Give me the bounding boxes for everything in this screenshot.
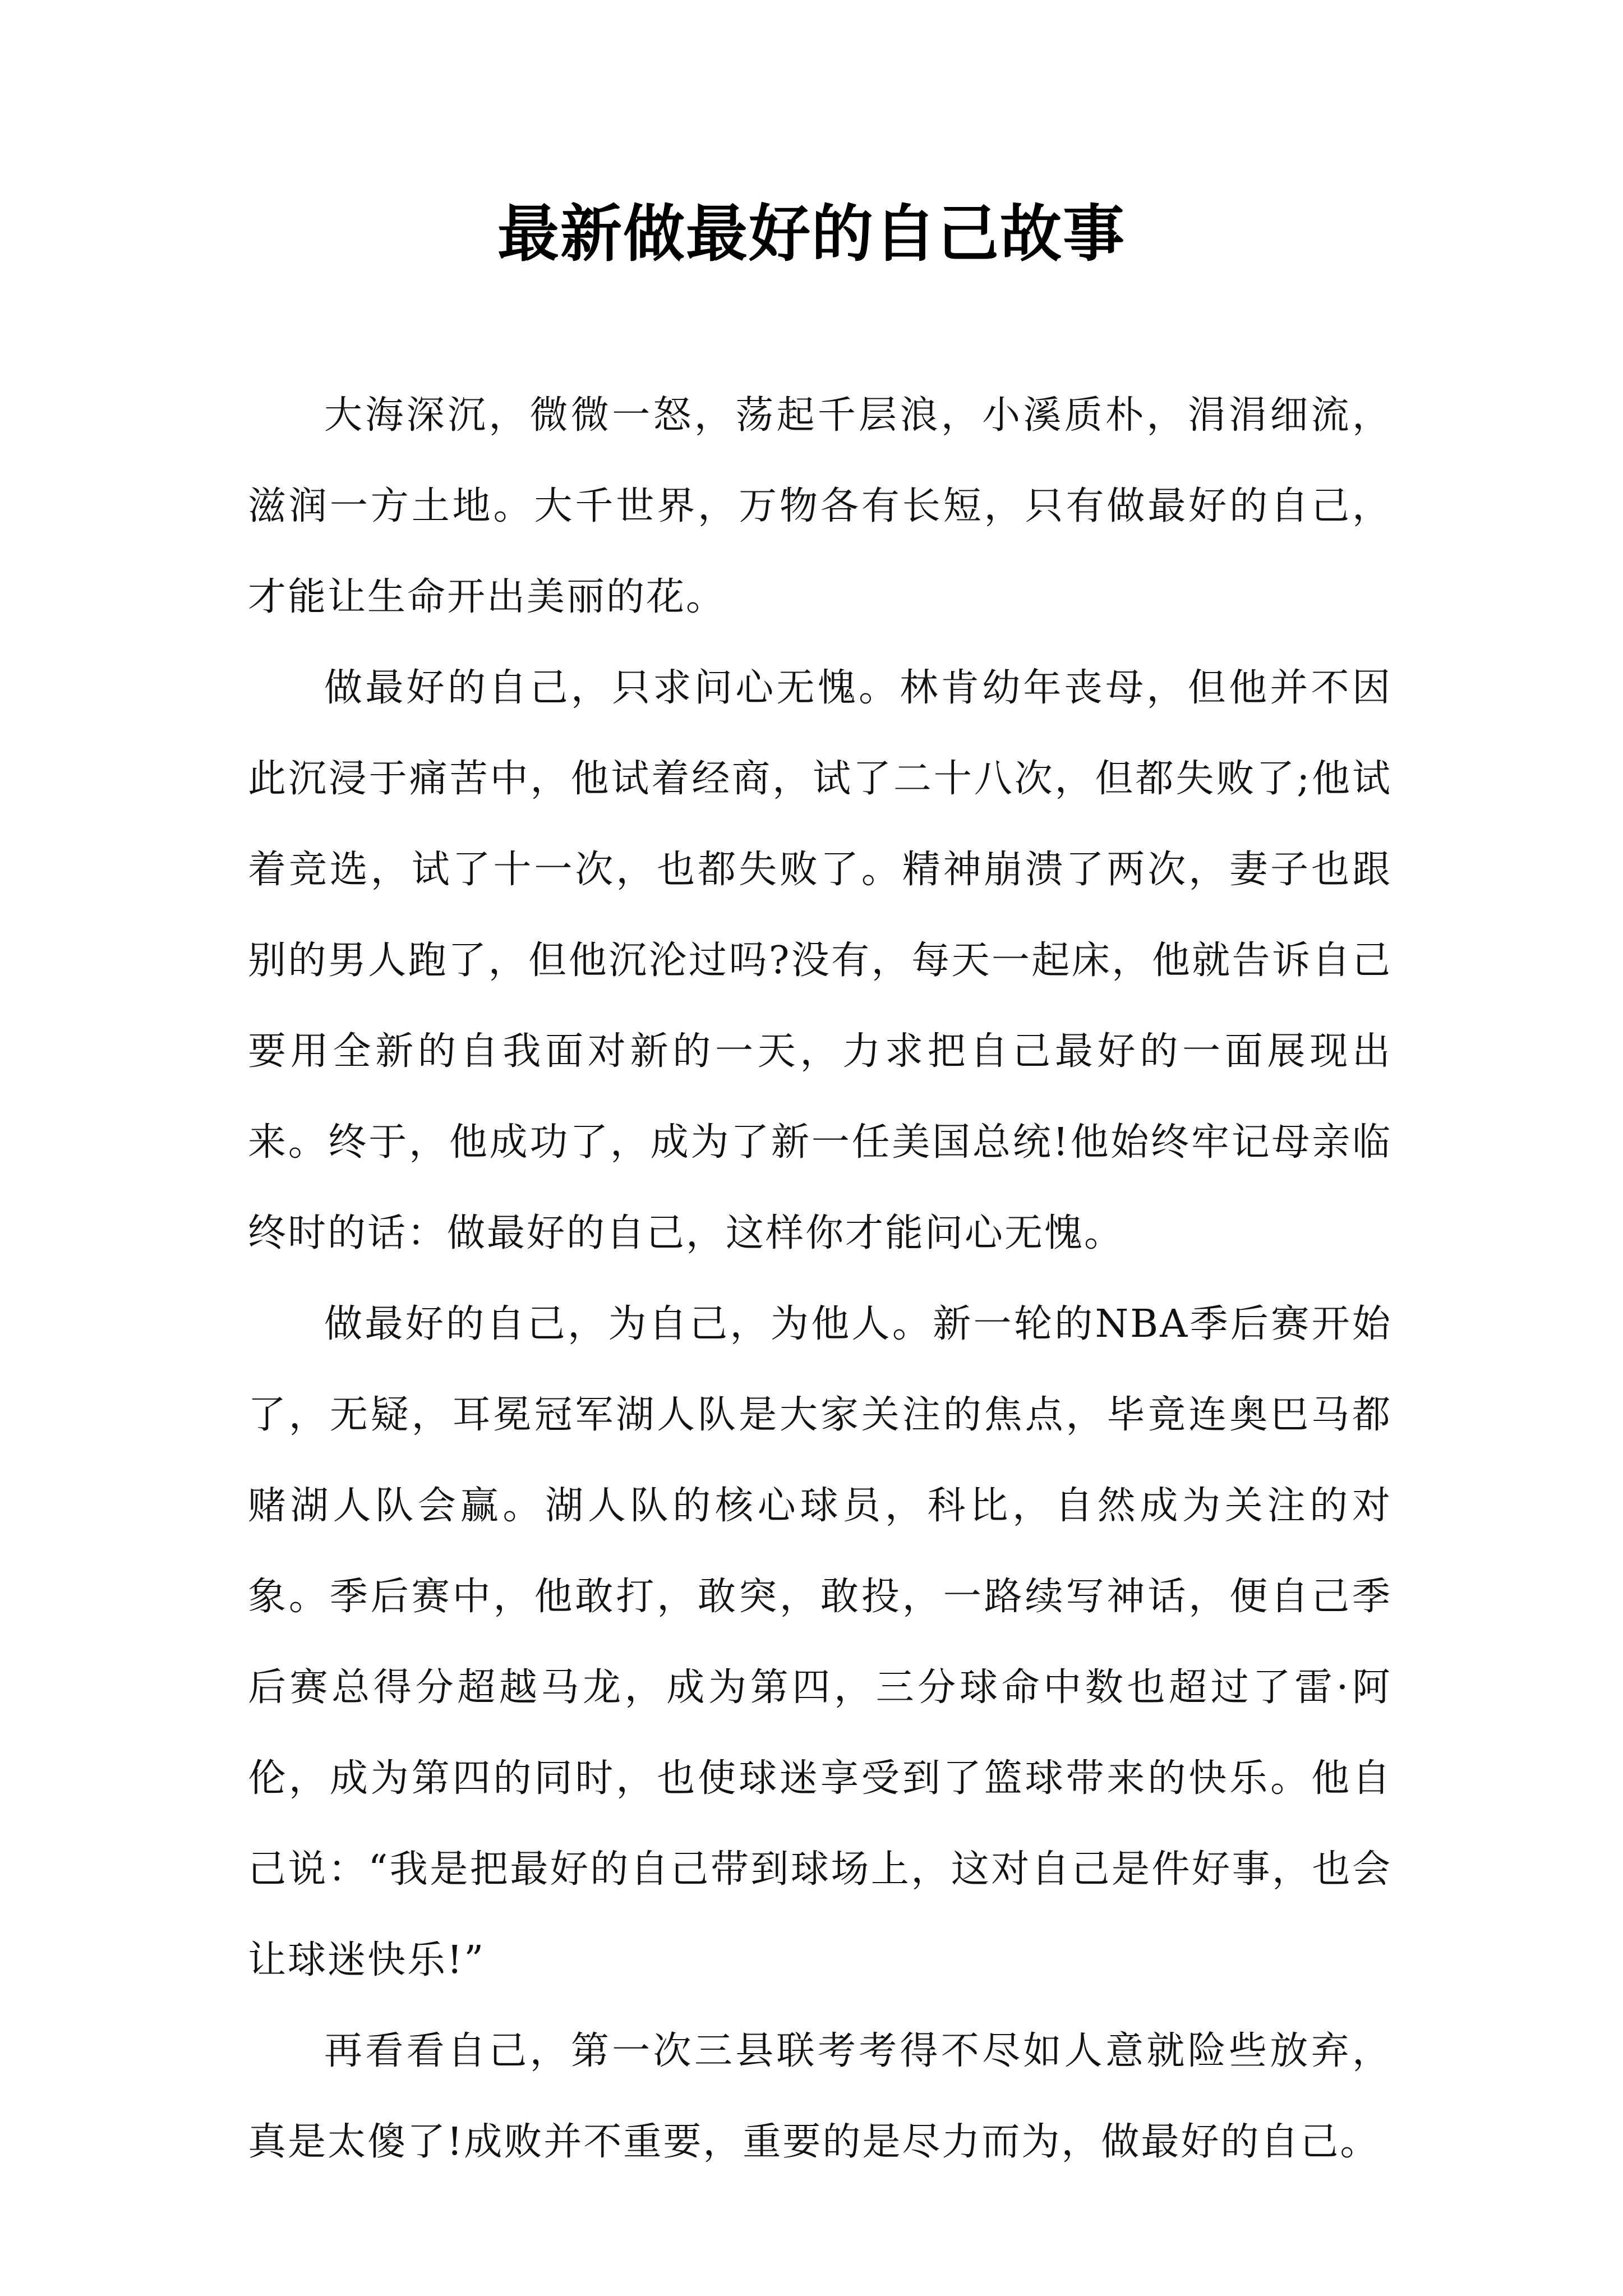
document-body	[248, 370, 1392, 2188]
paragraph-4: 再看看自己，第一次三县联考考得不尽如人意就险些放弃，真是太傻了!成败并不重要，重要的是尽力而为，做最好的自己。	[248, 2029, 1392, 2164]
paragraph-2: 做最好的自己，只求问心无愧。林肯幼年丧母，但他并不因此沉浸于痛苦中，他试着经商，试了二十八次，但都失败了;他试着竞选，试了十一次，也都失败了。精神崩溃了两次，妻子也跟别的男人跑了，但他沉沦过吗?没有，每天一起床，他就告诉自己要用全新的自我面对新的一天，力求把自己最好的一面展现出来。终于，他成功了，成为了新一任美国总统!他始终牢记母亲临终时的话：做最好的自己，这样你才能问心无愧。	[248, 666, 1392, 1255]
paragraph-1: 大海深沉，微微一怒，荡起千层浪，小溪质朴，涓涓细流，滋润一方土地。大千世界，万物各有长短，只有做最好的自己，才能让生命开出美丽的花。	[248, 393, 1392, 619]
paragraph-3: 做最好的自己，为自己，为他人。新一轮的NBA季后赛开始了，无疑，耳冕冠军湖人队是大家关注的焦点，毕竟连奥巴马都赌湖人队会赢。湖人队的核心球员，科比，自然成为关注的对象。季后赛中，他敢打，敢突，敢投，一路续写神话，便自己季后赛总得分超越马龙，成为第四，三分球命中数也超过了雷·阿伦，成为第四的同时，也使球迷享受到了篮球带来的快乐。他自己说：“我是把最好的自己带到球场上，这对自己是件好事，也会让球迷快乐!”	[248, 1302, 1392, 1982]
document-title: 最新做最好的自己故事	[497, 197, 1126, 270]
